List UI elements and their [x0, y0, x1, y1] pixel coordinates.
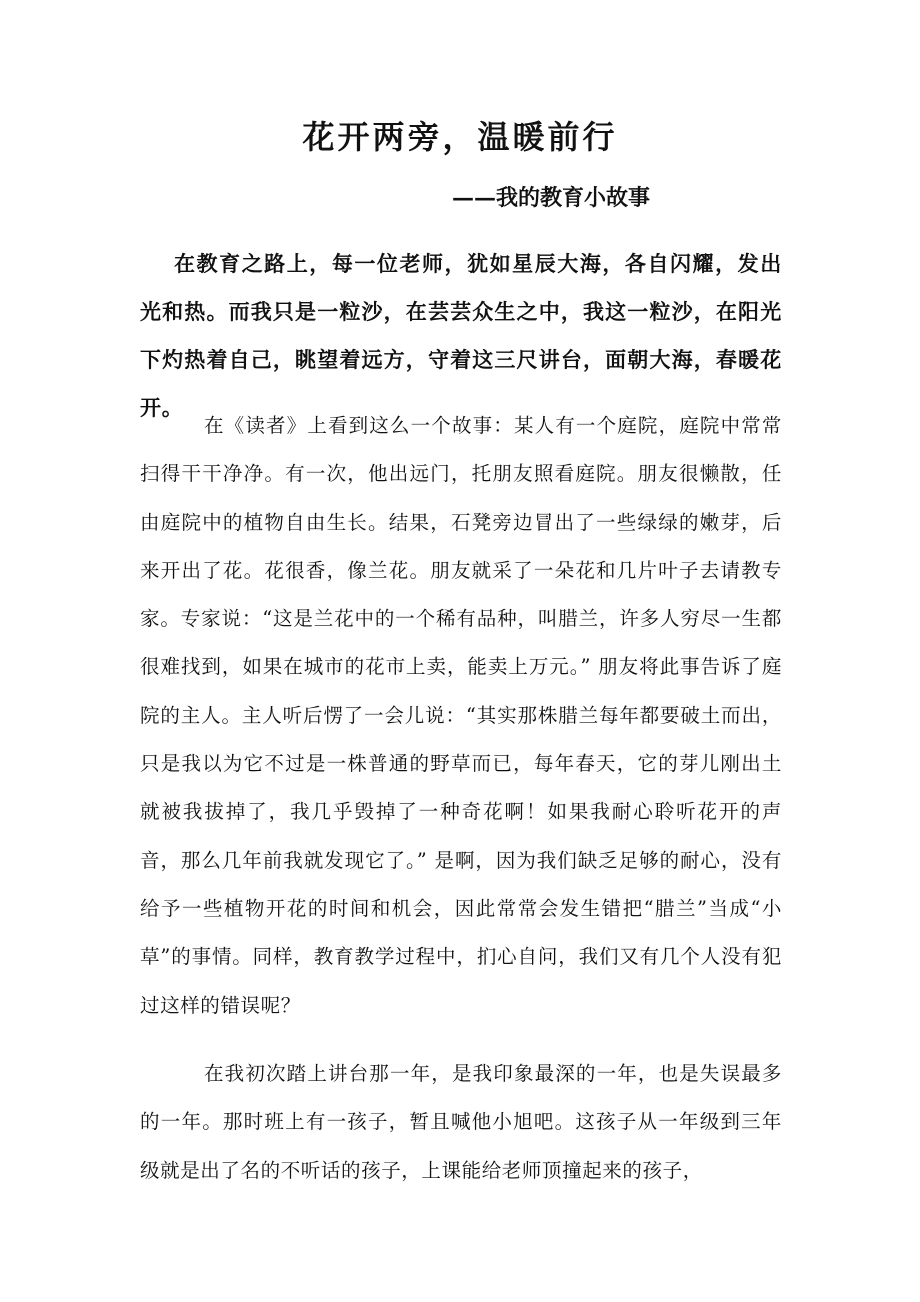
- story-paragraph: 在《读者》上看到这么一个故事：某人有一个庭院，庭院中常常扫得干干净净。有一次，他出远门，托朋友照看庭院。朋友很懒散，任由庭院中的植物自由生长。结果，石凳旁边冒出了一些绿绿的嫩芽，后来开出了花。花很香，像兰花。朋友就采了一朵花和几片叶子去请教专家。专家说：“这是兰花中的一个稀有品种，叫腊兰，许多人穷尽一生都很难找到，如果在城市的花市上卖，能卖上万元。” 朋友将此事告诉了庭院的主人。主人听后愣了一会儿说：“其实那株腊兰每年都要破土而出，只是我以为它不过是一株普通的野草而已，每年春天，它的芽儿刚出土就被我拔掉了，我几乎毁掉了一种奇花啊！如果我耐心聆听花开的声音，那么几年前我就发现它了。” 是啊，因为我们缺乏足够的耐心，没有给予一些植物开花的时间和机会，因此常常会发生错把“腊兰”当成“小草”的事情。同样，教育教学过程中，扪心自问，我们又有几个人没有犯过这样的错误呢？: [140, 414, 782, 1017]
- document-subtitle: ——我的教育小故事: [452, 185, 651, 211]
- document-title: 花开两旁，温暖前行: [302, 118, 618, 156]
- intro-paragraph: 在教育之路上，每一位老师，犹如星辰大海，各自闪耀，发出光和热。而我只是一粒沙，在芸芸众生之中，我这一粒沙，在阳光下灼热着自己，眺望着远方，守着这三尺讲台，面朝大海，春暖花开。: [140, 251, 782, 420]
- experience-paragraph: 在我初次踏上讲台那一年，是我印象最深的一年，也是失误最多的一年。那时班上有一孩子，暂且喊他小旭吧。这孩子从一年级到三年级就是出了名的不听话的孩子，上课能给老师顶撞起来的孩子，: [140, 1062, 782, 1182]
